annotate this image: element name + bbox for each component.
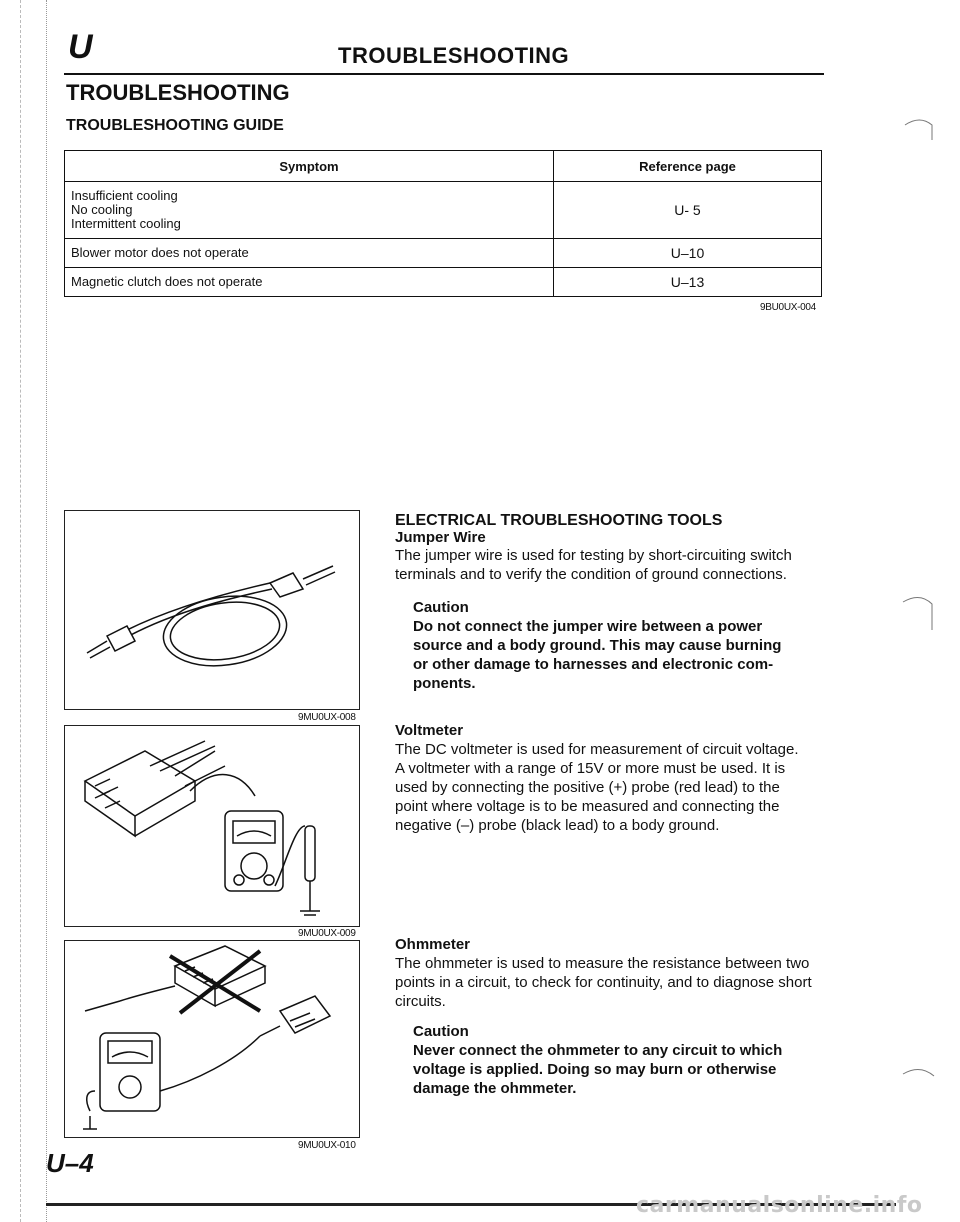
page-title: TROUBLESHOOTING [66, 80, 290, 105]
running-title: TROUBLESHOOTING [338, 43, 570, 68]
symptom-header: Symptom [65, 151, 554, 182]
binding-edge [0, 0, 47, 1222]
header-rule [64, 73, 824, 75]
tools-heading: ELECTRICAL TROUBLESHOOTING TOOLS [395, 512, 723, 529]
symptom-text: Intermittent cooling [71, 216, 181, 231]
caution-line: damage the ohmmeter. [413, 1080, 577, 1097]
reference-cell: U–13 [554, 268, 822, 297]
ohmmeter-figure-code: 9MU0UX-010 [298, 1140, 356, 1151]
jumper-figure-code: 9MU0UX-008 [298, 712, 356, 723]
guide-subtitle: TROUBLESHOOTING GUIDE [66, 117, 284, 134]
caution-line: voltage is applied. Doing so may burn or otherwise [413, 1061, 777, 1078]
voltmeter-description [395, 740, 835, 835]
watermark-text: carmanualsonline.info [636, 1193, 923, 1218]
voltmeter-figure-code: 9MU0UX-009 [298, 928, 356, 939]
caution-line: source and a body ground. This may cause burning [413, 637, 782, 654]
text-line: negative (–) probe (black lead) to a body ground. [395, 817, 720, 834]
margin-mark-icon [900, 1060, 940, 1090]
voltmeter-illustration [65, 726, 358, 925]
jumper-wire-title: Jumper Wire [395, 529, 486, 546]
symptom-cell [65, 268, 554, 297]
caution-line: ponents. [413, 675, 476, 692]
text-line: terminals and to verify the condition of ground connections. [395, 566, 787, 583]
text-line: circuits. [395, 993, 446, 1010]
text-line: points in a circuit, to check for continuity, and to diagnose short [395, 974, 812, 991]
table-row [65, 268, 822, 297]
reference-cell: U- 5 [554, 182, 822, 239]
caution-line: Never connect the ohmmeter to any circuit to which [413, 1042, 783, 1059]
section-letter: U [68, 28, 94, 66]
caution-line: or other damage to harnesses and electronic com- [413, 656, 774, 673]
margin-mark-icon [900, 110, 940, 150]
caution-label: Caution [413, 599, 469, 616]
reference-header: Reference page [554, 151, 822, 182]
margin-mark-icon [900, 590, 940, 640]
text-line: A voltmeter with a range of 15V or more must be used. It is [395, 760, 786, 777]
jumper-wire-illustration [65, 511, 358, 708]
ohmmeter-description [395, 954, 835, 1011]
text-line: used by connecting the positive (+) probe (red lead) to the [395, 779, 780, 796]
jumper-wire-description [395, 546, 835, 584]
reference-cell: U–10 [554, 239, 822, 268]
jumper-wire-figure [64, 510, 360, 710]
troubleshooting-guide-table [64, 150, 822, 297]
ohmmeter-caution [413, 1022, 833, 1098]
caution-line: Do not connect the jumper wire between a power [413, 618, 763, 635]
table-row [65, 239, 822, 268]
text-line: The jumper wire is used for testing by short-circuiting switch [395, 547, 792, 564]
table-row [65, 182, 822, 239]
caution-label: Caution [413, 1023, 469, 1040]
text-line: The DC voltmeter is used for measurement of circuit voltage. [395, 741, 799, 758]
symptom-cell [65, 182, 554, 239]
voltmeter-title: Voltmeter [395, 722, 464, 739]
symptom-text: Insufficient cooling [71, 188, 178, 203]
table-code: 9BU0UX-004 [760, 302, 816, 313]
symptom-text: Magnetic clutch does not operate [71, 274, 263, 289]
ohmmeter-figure [64, 940, 360, 1138]
ohmmeter-title: Ohmmeter [395, 936, 471, 953]
symptom-cell [65, 239, 554, 268]
symptom-text: Blower motor does not operate [71, 245, 249, 260]
symptom-text: No cooling [71, 202, 133, 217]
ohmmeter-illustration [65, 941, 358, 1136]
voltmeter-figure [64, 725, 360, 927]
text-line: The ohmmeter is used to measure the resistance between two [395, 955, 810, 972]
jumper-caution [413, 598, 833, 693]
text-line: point where voltage is to be measured and connecting the [395, 798, 780, 815]
page-number: U–4 [46, 1148, 94, 1178]
table-header-row [65, 151, 822, 182]
